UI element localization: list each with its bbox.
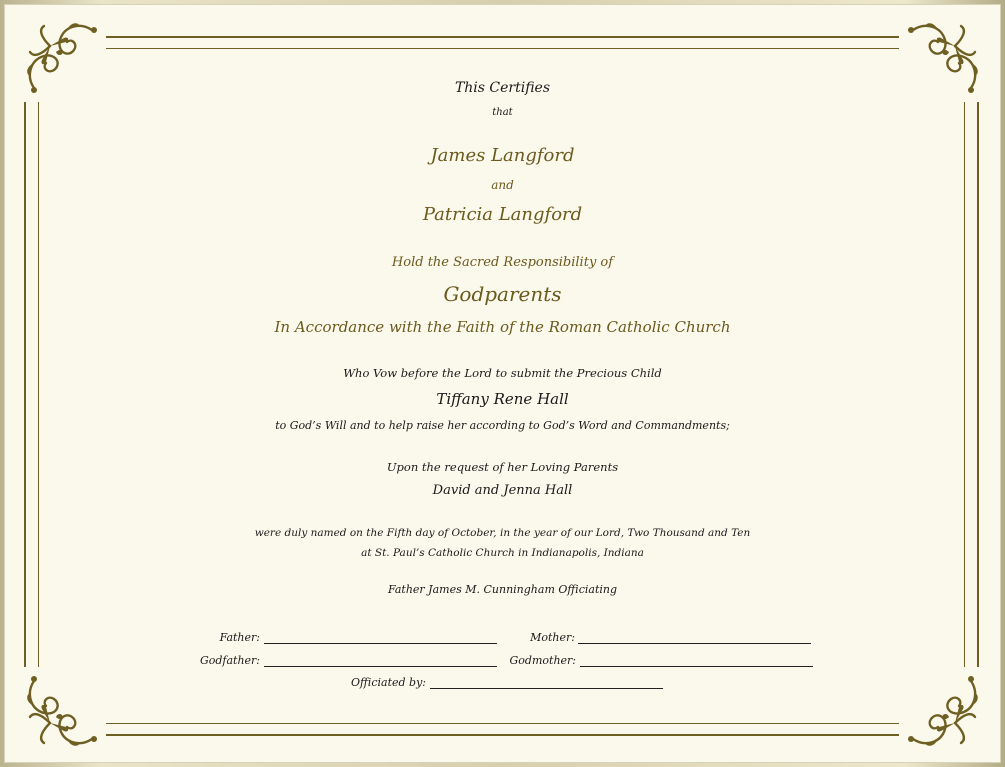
mother-label: Mother: — [530, 631, 575, 644]
godmother-label: Godmother: — [509, 654, 576, 667]
child-name: Tiffany Rene Hall — [436, 390, 569, 408]
parents-names: David and Jenna Hall — [432, 483, 573, 498]
named-text: were duly named on the Fifth day of October, in the year of our Lord, Two Thousand and Ten — [254, 527, 751, 539]
certificate-title: Godparents — [443, 282, 562, 306]
and-word: and — [491, 178, 514, 192]
officiated-by-signature-line[interactable] — [430, 688, 663, 689]
certificate-heading: This Certifies — [454, 80, 551, 96]
mother-signature-line[interactable] — [578, 643, 811, 644]
officiant-text: Father James M. Cunningham Officiating — [387, 583, 618, 596]
officiated-by-label: Officiated by: — [351, 676, 426, 689]
faith-text: In Accordance with the Faith of the Roman Catholic Church — [274, 318, 731, 336]
father-signature-line[interactable] — [264, 643, 497, 644]
will-text: to God’s Will and to help raise her according to God’s Word and Commandments; — [275, 419, 730, 432]
godfather-label: Godfather: — [199, 654, 260, 667]
vow-text: Who Vow before the Lord to submit the Precious Child — [343, 366, 662, 380]
corner-flourish-icon — [899, 667, 985, 753]
that-word: that — [492, 107, 513, 118]
godmother-name: Patricia Langford — [422, 204, 583, 225]
place-text: at St. Paul’s Catholic Church in Indianapolis, Indiana — [361, 547, 644, 559]
request-text: Upon the request of her Loving Parents — [386, 460, 619, 474]
father-label: Father: — [219, 631, 260, 644]
godmother-signature-line[interactable] — [580, 666, 813, 667]
godfather-name: James Langford — [430, 145, 575, 166]
corner-flourish-icon — [20, 667, 106, 753]
responsibility-text: Hold the Sacred Responsibility of — [391, 255, 614, 270]
godfather-signature-line[interactable] — [264, 666, 497, 667]
